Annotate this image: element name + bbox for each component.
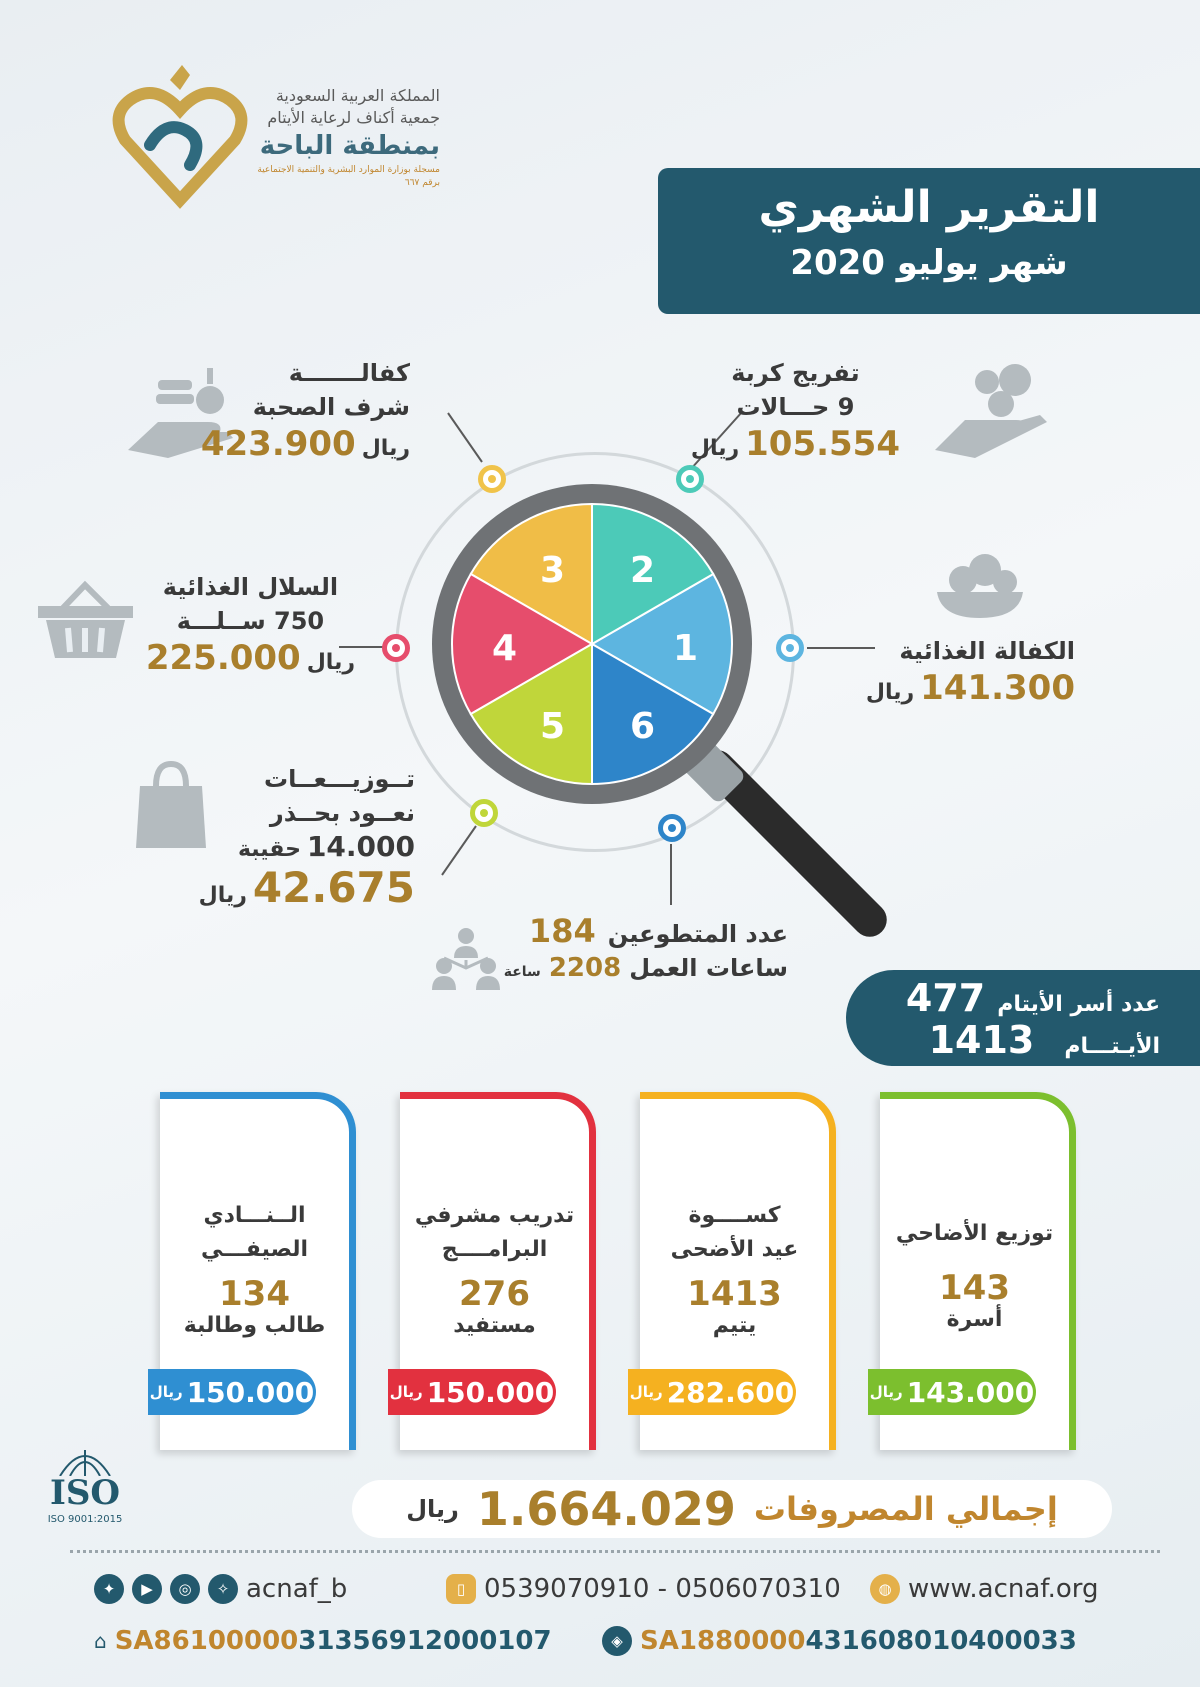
card-currency: ريال [869,1383,903,1401]
total-expenses-bar [352,1480,1112,1538]
bank-icon: ⌂ [94,1629,107,1653]
card-num: 143 [939,1268,1010,1308]
website-link[interactable]: www.acnaf.org [908,1574,1099,1604]
kafala-sharaf-currency: ريال [361,436,410,461]
org-line2: جمعية أكناف لرعاية الأيتام [267,108,440,127]
globe-icon: ◍ [870,1574,900,1604]
orphans-box [846,970,1200,1066]
tawzeeat-amount: 42.675 [252,863,415,912]
segment-label-5: 5 [540,706,566,747]
card-title1: تدريب مشرفي [414,1203,575,1228]
item-tafreej [691,356,900,464]
card-amount: 282.600 [666,1375,795,1409]
marker-dot-3 [478,465,506,493]
kafala-food-title: الكفالة الغذائية [899,637,1075,665]
card-title1: الــنـــادي [203,1203,306,1228]
tafreej-title2: 9 حـــالات [736,393,855,421]
social-row [94,1574,347,1604]
website-row [870,1574,1098,1604]
coins-hand-icon [935,360,1050,460]
volunteers-count: 184 [528,912,596,950]
card-num: 1413 [687,1274,782,1314]
card-unit: مستفيد [453,1313,536,1338]
families-count: 477 [905,976,986,1020]
twitter-icon[interactable]: ✧ [208,1574,238,1604]
segment-label-4: 4 [492,628,518,669]
card-num: 276 [459,1274,530,1314]
org-line3: بمنطقة الباحة [259,131,440,161]
phone-row [446,1574,841,1604]
card-amount-pill [868,1369,1036,1415]
card-unit: يتيم [712,1313,757,1338]
marker-dot-6 [658,814,686,842]
iban2-prefix: SA1880000 [640,1626,806,1656]
item-kafala-food [866,634,1075,708]
segment-label-6: 6 [630,706,656,747]
tafreej-currency: ريال [690,436,740,461]
card-training [389,1092,596,1450]
kafala-food-amount: 141.300 [920,668,1075,708]
card-amount: 150.000 [186,1375,315,1409]
iban1-rest: 31356912000107 [298,1626,552,1656]
kafala-sharaf-title2: شرف الصحبة [252,393,410,421]
bank-logo-icon: ◈ [602,1626,632,1656]
bag-icon [136,760,206,850]
card-title2: البرامــــج [441,1237,548,1262]
card-title1: كســــوة [688,1203,781,1228]
tawzeeat-bags-unit: حقيبة [237,837,301,862]
tafreej-title1: تفريج كربة [731,359,860,387]
card-amount-pill [388,1369,556,1415]
card-currency: ريال [629,1383,663,1401]
instagram-icon[interactable]: ◎ [170,1574,200,1604]
salal-title2: 750 ســلـــة [176,607,325,635]
segment-label-3: 3 [540,550,566,591]
tawzeeat-bags: 14.000 [306,830,415,863]
card-clothing [629,1092,836,1450]
marker-dot-5 [470,799,498,827]
item-tawzeeat [199,762,415,912]
item-salal [146,570,355,678]
snapchat-icon[interactable]: ✦ [94,1574,124,1604]
volunteers-label: عدد المتطوعين [607,920,788,948]
card-amount-pill [628,1369,796,1415]
card-amount-pill [148,1369,316,1415]
item-volunteers [504,912,788,985]
basket-icon [38,580,133,660]
card-title2: عيد الأضحى [670,1237,799,1262]
org-line4: مسجلة بوزارة الموارد البشرية والتنمية الاجتماعية [257,165,440,175]
salal-amount: 225.000 [145,638,301,678]
total-label: إجمالي المصروفات [753,1490,1058,1528]
volunteers-hours: 2208 [548,953,622,983]
card-currency: ريال [149,1383,183,1401]
org-line1: المملكة العربية السعودية [275,86,440,105]
iso-standard: ISO 9001:2015 [47,1514,123,1525]
total-amount: 1.664.029 [476,1482,736,1536]
report-month: شهر يوليو 2020 [790,243,1068,283]
families-label: عدد أسر الأيتام [997,992,1160,1017]
volunteers-hours-label: ساعات العمل [629,954,788,982]
iban-row-2 [602,1626,1077,1656]
card-currency: ريال [389,1383,423,1401]
card-unit: طالب وطالبة [183,1313,326,1338]
kafala-sharaf-amount: 423.900 [200,424,356,464]
total-currency: ريال [406,1495,459,1523]
card-title2: الصيفـــي [200,1237,309,1262]
social-handle[interactable]: acnaf_b [246,1574,348,1604]
tawzeeat-title1: تــوزيـــعــات [264,765,415,793]
iban-row-1 [94,1626,552,1656]
card-sacrifice [869,1092,1076,1450]
volunteers-hours-unit: ساعة [503,964,541,980]
card-title1: توزيع الأضاحي [895,1221,1054,1246]
org-line5: برقم ٦٦٧ [404,178,440,188]
youtube-icon[interactable]: ▶ [132,1574,162,1604]
tafreej-amount: 105.554 [745,424,900,464]
phone-numbers[interactable]: 0539070910 - 0506070310 [484,1574,841,1604]
iban1-prefix: SA86100000 [114,1626,299,1656]
segment-label-1: 1 [673,628,699,669]
marker-dot-2 [676,465,704,493]
iban2-rest: 431608010400033 [805,1626,1077,1656]
segment-label-2: 2 [630,550,656,591]
item-kafala-sharaf [201,356,410,464]
iso-badge [40,1446,130,1525]
phone-icon: ▯ [446,1574,476,1604]
footer-divider [70,1550,1160,1553]
card-summer-club [149,1092,356,1450]
card-num: 134 [219,1274,290,1314]
card-amount: 150.000 [426,1375,555,1409]
report-title: التقرير الشهري [758,182,1100,233]
card-amount: 143.000 [906,1375,1035,1409]
kafala-food-currency: ريال [865,680,915,705]
salal-title1: السلال الغذائية [162,573,339,601]
iso-mark: ISO [49,1473,121,1513]
marker-dot-4 [382,634,410,662]
tawzeeat-currency: ريال [198,883,247,908]
kafala-sharaf-title1: كفالـــــــة [288,359,410,387]
orphans-count: 1413 [928,1018,1035,1062]
marker-dot-1 [776,634,804,662]
tawzeeat-title2: نعــود بحــذر [269,799,415,827]
salal-currency: ريال [306,650,355,675]
orphans-label: الأيـتـــام [1064,1034,1160,1059]
fruit-bowl-icon [935,540,1025,620]
team-icon [430,926,502,992]
card-unit: أسرة [946,1307,1003,1332]
